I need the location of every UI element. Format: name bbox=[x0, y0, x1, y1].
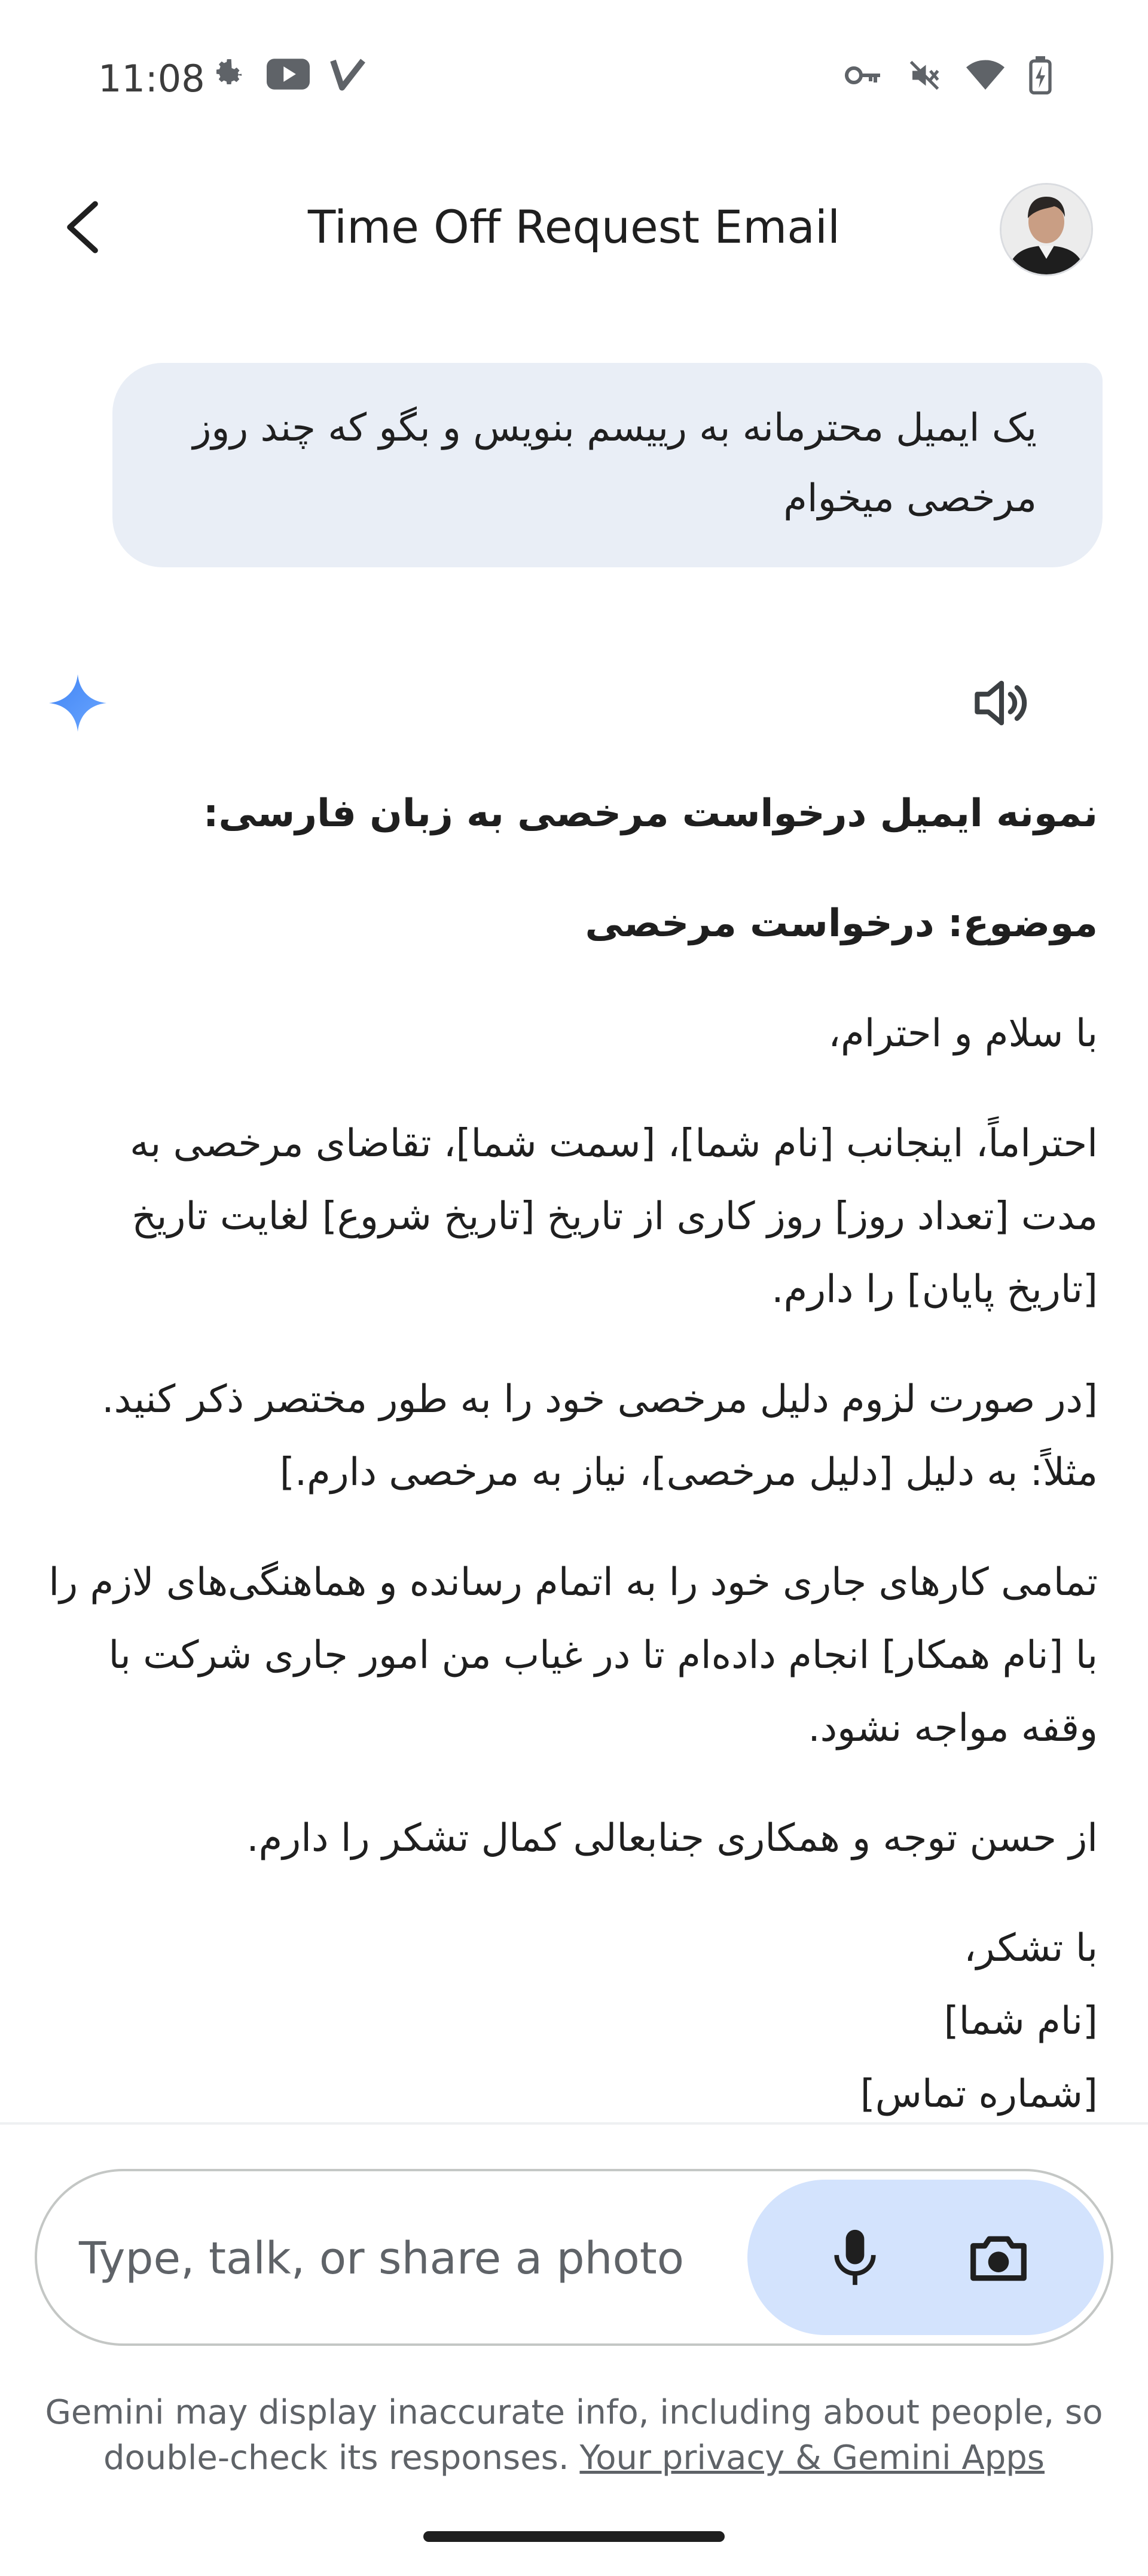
disclaimer-line-1: Gemini may display inaccurate info, including about people, so bbox=[45, 2393, 1103, 2432]
top-app-bar bbox=[0, 173, 1148, 281]
disclaimer bbox=[0, 2390, 1148, 2481]
disclaimer-line-2 bbox=[0, 2436, 1148, 2481]
response-heading: نمونه ایمیل درخواست مرخصی به زبان فارسی: bbox=[203, 792, 1098, 836]
email-paragraph: تمامی کارهای جاری خود را به اتمام رسانده و هماهنگی‌های لازم را با [نام همکار] انجام داده‌ام تا در غیاب من امور جاری شرکت با وقفه مواجه نشود. bbox=[48, 1560, 1098, 1750]
divider bbox=[0, 2122, 1148, 2125]
page-title: Time Off Request Email bbox=[307, 200, 841, 253]
prompt-input-bar[interactable] bbox=[35, 2169, 1113, 2346]
prompt-input[interactable]: Type, talk, or share a photo bbox=[79, 2233, 685, 2284]
email-greeting: با سلام و احترام، bbox=[828, 1012, 1098, 1056]
status-icons-left bbox=[210, 56, 366, 92]
privacy-link[interactable]: Your privacy & Gemini Apps bbox=[579, 2439, 1045, 2477]
gemini-spark-icon bbox=[48, 673, 108, 733]
email-closing: با تشکر، bbox=[964, 1926, 1098, 1970]
camera-button[interactable] bbox=[957, 2216, 1040, 2299]
vpn-key-icon bbox=[844, 63, 883, 87]
mute-icon bbox=[906, 57, 942, 93]
avatar[interactable] bbox=[1000, 183, 1093, 276]
disclaimer-text: double-check its responses. bbox=[103, 2439, 569, 2477]
user-message-bubble[interactable]: یک ایمیل محترمانه به رییسم بنویس و بگو که چند روز مرخصی میخوام bbox=[112, 363, 1103, 567]
response-content bbox=[45, 777, 1098, 2131]
email-subject: موضوع: درخواست مرخصی bbox=[585, 902, 1098, 946]
mic-button[interactable] bbox=[813, 2216, 897, 2299]
status-bar bbox=[0, 0, 1148, 155]
home-indicator[interactable] bbox=[423, 2531, 725, 2542]
mic-icon bbox=[831, 2227, 879, 2287]
youtube-icon bbox=[267, 57, 310, 91]
status-icons-right bbox=[844, 56, 1052, 94]
email-phone-placeholder: [شماره تماس] bbox=[860, 2072, 1098, 2116]
email-name-placeholder: [نام شما] bbox=[944, 1999, 1098, 2043]
email-paragraph: [در صورت لزوم دلیل مرخصی خود را به طور مختصر ذکر کنید. مثلاً: به دلیل [دلیل مرخصی]، نیاز به مرخصی دارم.] bbox=[102, 1377, 1098, 1495]
camera-icon bbox=[969, 2231, 1028, 2284]
input-actions bbox=[747, 2180, 1104, 2335]
v-app-icon bbox=[330, 57, 366, 91]
battery-charging-icon bbox=[1028, 56, 1052, 94]
email-paragraph: احتراماً، اینجانب [نام شما]، [سمت شما]، تقاضای مرخصی به مدت [تعداد روز] روز کاری از تاریخ [تاریخ شروع] لغایت تاریخ [تاریخ پایان] را دارم. bbox=[130, 1122, 1098, 1312]
email-signoff bbox=[45, 1912, 1098, 2131]
settings-icon bbox=[210, 56, 246, 92]
email-paragraph: از حسن توجه و همکاری جنابعالی کمال تشکر را دارم. bbox=[246, 1816, 1098, 1860]
speaker-icon bbox=[973, 676, 1030, 730]
wifi-icon bbox=[966, 59, 1004, 92]
read-aloud-button[interactable] bbox=[969, 673, 1034, 733]
status-time: 11:08 bbox=[98, 57, 205, 100]
